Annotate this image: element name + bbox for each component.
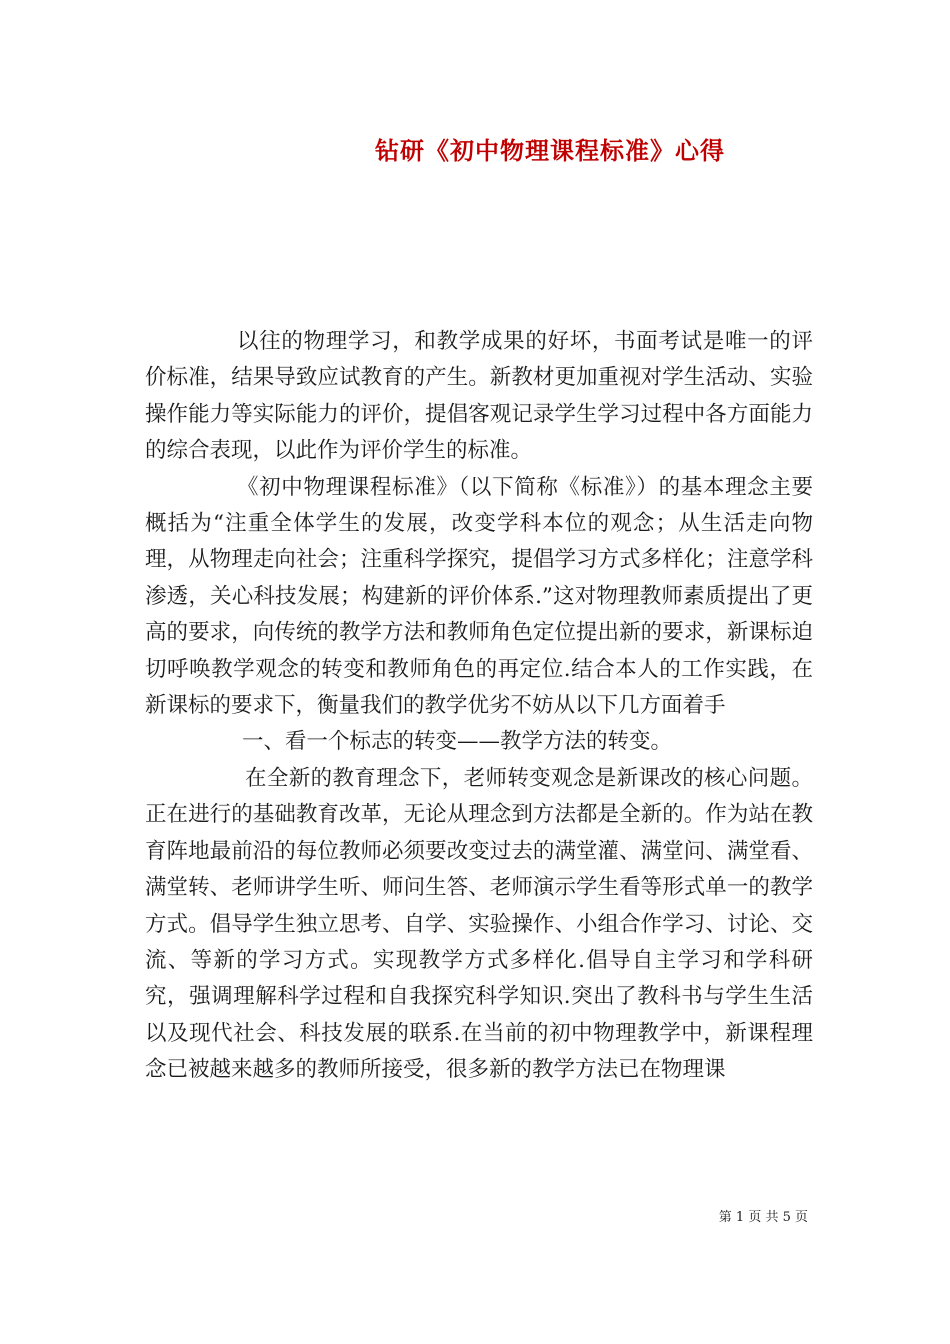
paragraph-teaching-method: 在全新的教育理念下，老师转变观念是新课改的核心问题。正在进行的基础教育改革，无论从理念到方法都是全新的。作为站在教育阵地最前沿的每位教师必须要改变过去的满堂灌、满堂问、满堂看、满堂转、老师讲学生听、师问生答、老师演示学生看等形式单一的教学方式。倡导学生独立思考、自学、实验操作、小组合作学习、讨论、交流、等新的学习方式。实现教学方式多样化.倡导自主学习和学科研究，强调理解科学过程和自我探究科学知识.突出了教科书与学生生活以及现代社会、科技发展的联系.在当前的初中物理教学中，新课程理念已被越来越多的教师所接受，很多新的教学方法已在物理课 xyxy=(145,765,813,1083)
page-number-footer: 第 1 页 共 5 页 xyxy=(718,1210,808,1225)
paragraph-standard-concepts: 《初中物理课程标准》（以下简称《标准》）的基本理念主要概括为“注重全体学生的发展，改变学科本位的观念；从生活走向物理，从物理走向社会；注重科学探究，提倡学习方式多样化；注意学科渗透，关心科技发展；构建新的评价体系.”这对物理教师素质提出了更高的要求，向传统的教学方法和教师角色定位提出新的要求，新课标迫切呼唤教学观念的转变和教师角色的再定位.结合本人的工作实践，在新课标的要求下，衡量我们的教学优劣不妨从以下几方面着手 xyxy=(145,474,813,719)
section-heading-teaching-method: 一、看一个标志的转变——教学方法的转变。 xyxy=(242,729,673,755)
document-title: 钻研《初中物理课程标准》心得 xyxy=(375,137,725,165)
document-body xyxy=(145,324,813,1089)
paragraph-evaluation-history: 以往的物理学习，和教学成果的好坏，书面考试是唯一的评价标准，结果导致应试教育的产生。新教材更加重视对学生活动、实验操作能力等实际能力的评价，提倡客观记录学生学习过程中各方面能力的综合表现，以此作为评价学生的标准。 xyxy=(145,329,813,464)
